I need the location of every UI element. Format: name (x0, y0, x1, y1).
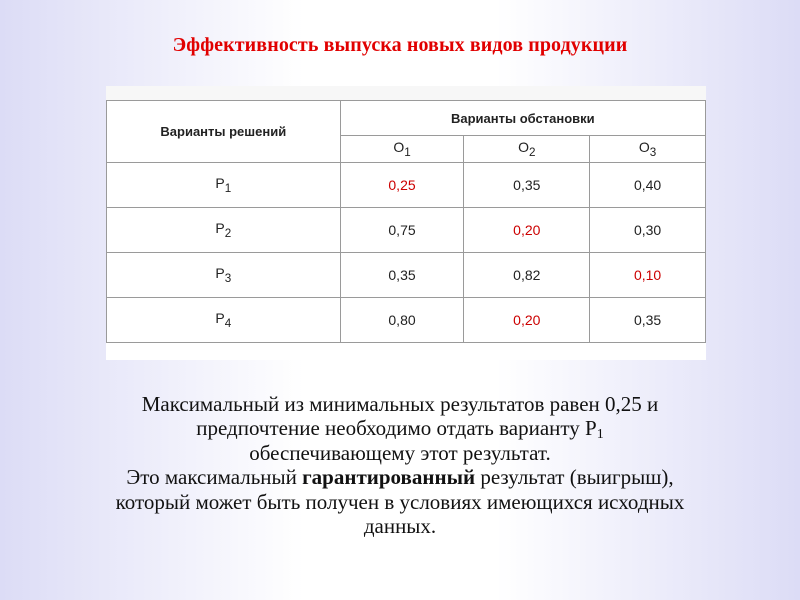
table-cell: 0,35 (590, 298, 706, 343)
table-cell: 0,40 (590, 163, 706, 208)
conclusion-line: данных. (363, 514, 437, 539)
conclusion-line: предпочтение необходимо отдать варианту $Р_1$ (196, 416, 604, 443)
column-header-o2: $O_2$ (464, 136, 590, 163)
conclusion-line: Максимальный из минимальных результатов равен 0,25 и (141, 392, 659, 416)
table-row (107, 208, 706, 253)
table-cell: 0,80 (340, 298, 464, 343)
table-cell: 0,35 (340, 253, 464, 298)
table-row (107, 253, 706, 298)
table-top-margin (106, 86, 706, 100)
conclusion-line: Это максимальный гарантированный результат (выигрыш), (126, 465, 674, 490)
results-table (106, 100, 706, 343)
column-header-o1: $O_1$ (340, 136, 464, 163)
row-label-p2: $P_2$ (107, 208, 341, 253)
table-cell: 0,35 (464, 163, 590, 208)
column-header-o3: $O_3$ (590, 136, 706, 163)
table-cell: 0,10 (590, 253, 706, 298)
table-cell: 0,20 (464, 208, 590, 253)
conclusion-text (20, 392, 780, 538)
table-row (107, 298, 706, 343)
results-table-image (106, 86, 706, 360)
table-cell: 0,20 (464, 298, 590, 343)
conclusion-line: который может быть получен в условиях имеющихся исходных (115, 489, 685, 514)
emphasis-guaranteed: гарантированный (302, 465, 476, 490)
table-cell: 0,82 (464, 253, 590, 298)
table-cell: 0,75 (340, 208, 464, 253)
header-decision-variants: Варианты решений (107, 101, 341, 163)
slide-title: Эффективность выпуска новых видов продукции (172, 34, 628, 56)
row-label-p1: $P_1$ (107, 163, 341, 208)
header-condition-variants: Варианты обстановки (340, 101, 705, 136)
table-cell: 0,30 (590, 208, 706, 253)
row-label-p3: $P_3$ (107, 253, 341, 298)
table-row (107, 163, 706, 208)
table-cell: 0,25 (340, 163, 464, 208)
row-label-p4: $P_4$ (107, 298, 341, 343)
conclusion-line: обеспечивающему этот результат. (249, 440, 551, 465)
